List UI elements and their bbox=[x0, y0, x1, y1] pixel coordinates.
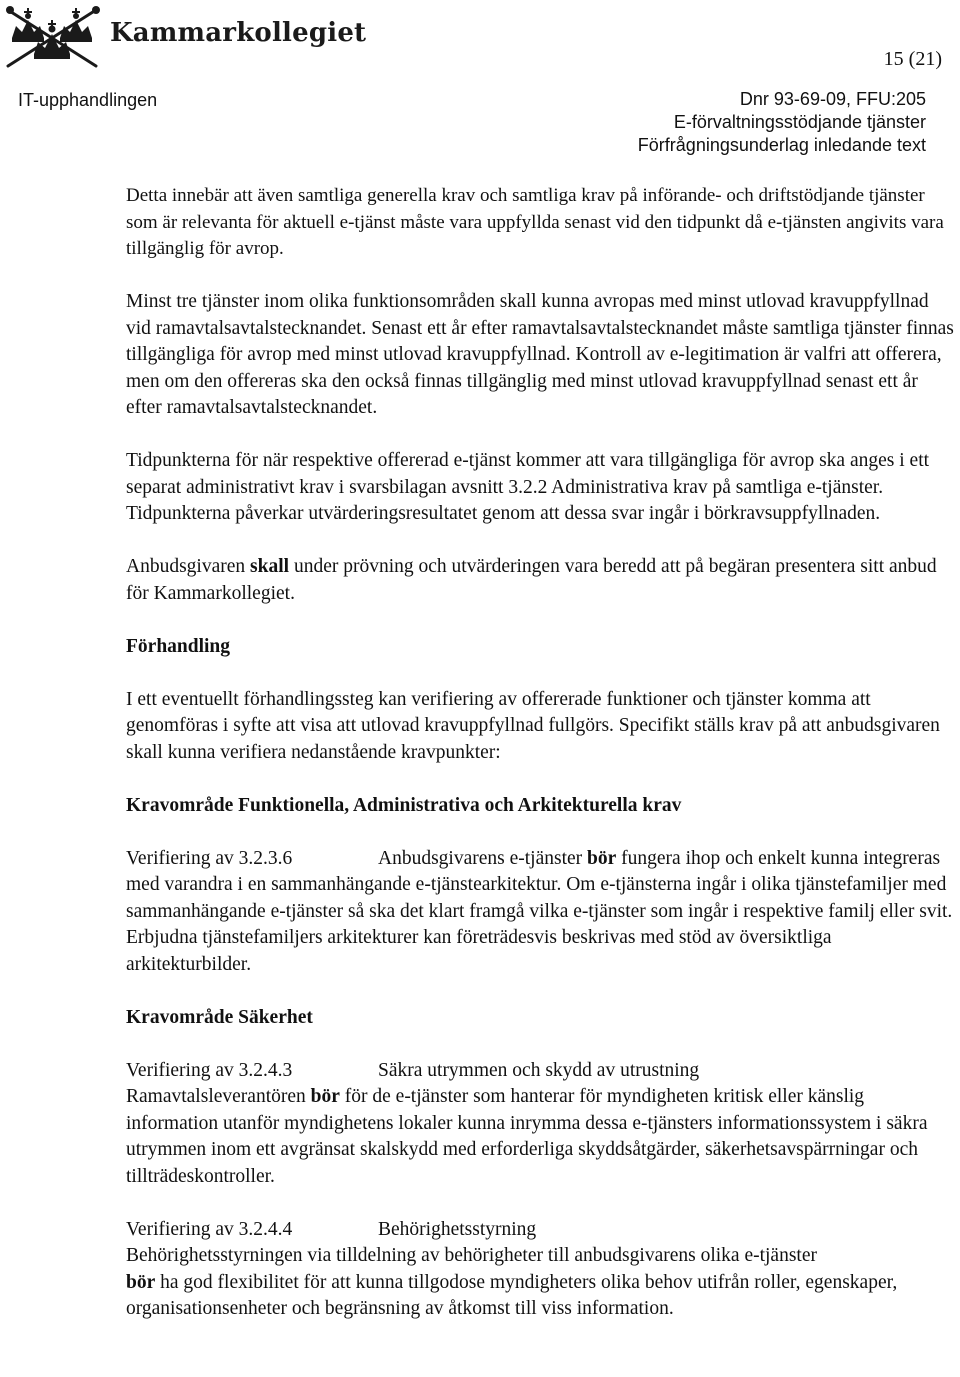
paragraph: Tidpunkterna för när respektive offererad e-tjänst kommer att vara tillgängliga för avrop ska anges i ett separat administrativt krav i svarsbilagan avsnitt 3.2.2 Administrativa krav på samtliga e-tjänster. Tidpunkterna påverkar utvärderingsresultatet genom att dessa svar ingår i börkravsuppfyllnaden. bbox=[126, 450, 930, 524]
section-heading: Kravområde Funktionella, Administrativa och Arkitekturella krav bbox=[126, 794, 682, 816]
verification-item bbox=[126, 846, 956, 979]
text-run: ha god flexibilitet för att kunna tillgodose myndigheters olika behov utifrån roller, egenskaper, organisationsenheter och begränsning av åtkomst till viss information. bbox=[126, 1271, 898, 1319]
section-heading: Kravområde Säkerhet bbox=[126, 1006, 313, 1028]
text-run: Anbudsgivaren bbox=[126, 556, 251, 577]
header-reference bbox=[638, 88, 926, 157]
paragraph: I ett eventuellt förhandlingssteg kan verifiering av offererade funktioner och tjänster komma att genomföras i syfte att visa att utlovad kravuppfyllnad fullgörs. Specifikt ställs krav på att anbudsgivaren skall kunna verifiera nedanstående kravpunkter: bbox=[126, 688, 940, 763]
emphasis: bör bbox=[587, 847, 617, 869]
org-name: Kammarkollegiet bbox=[110, 18, 367, 48]
header-ref-line: Förfrågningsunderlag inledande text bbox=[637, 135, 926, 155]
verification-title: Säkra utrymmen och skydd av utrustning bbox=[378, 1059, 700, 1081]
verification-header bbox=[126, 1219, 536, 1240]
emphasis: bör bbox=[126, 1271, 156, 1293]
verification-code: Verifiering av 3.2.4.3 bbox=[126, 1059, 293, 1081]
verification-header bbox=[126, 1060, 699, 1081]
verification-code: Verifiering av 3.2.3.6 bbox=[126, 847, 293, 869]
kammarkollegiet-logo bbox=[6, 2, 367, 68]
text-run: Anbudsgivarens e-tjänster bbox=[378, 847, 588, 869]
text-run: för de e-tjänster som hanterar för myndigheten kritisk eller känslig information utanför myndighetens lokaler kunna inrymma dessa e-tjänsters informationssystem i säkra utrymmen inom ett avgränsat skalskydd med erforderliga skyddsåtgärder, säkerhetsavspärrningar och tillträdeskontroller. bbox=[126, 1086, 928, 1187]
emphasis: skall bbox=[250, 556, 290, 577]
section-heading: Förhandling bbox=[126, 635, 231, 657]
verification-item bbox=[126, 1217, 956, 1323]
text-run: Behörighetsstyrningen via tilldelning av behörigheter till anbudsgivarens olika e-tjänster bbox=[126, 1245, 817, 1266]
text-run: under prövning och utvärderingen vara beredd att på begäran presentera sitt anbud för Kammarkollegiet. bbox=[126, 556, 937, 604]
verification-code: Verifiering av 3.2.4.4 bbox=[126, 1218, 293, 1240]
text-run: fungera ihop och enkelt kunna integreras med varandra i en sammanhängande e-tjänstearkitektur. Om e-tjänsterna ingår i olika tjänstefamiljer med sammanhängande e-tjänster så ska det klart framgå vilka e-tjänster som ingår i respektive familj eller svit. Erbjudna tjänstefamiljers arkitekturer kan företrädesvis beskrivas med stöd av översiktliga arkitekturbilder. bbox=[126, 847, 953, 975]
document-body bbox=[126, 183, 956, 1349]
paragraph: Detta innebär att även samtliga generella krav och samtliga krav på införande- och driftstödjande tjänster som är relevanta för aktuell e-tjänst måste vara uppfyllda senast vid den tidpunkt då e-tjänsten angivits vara tillgänglig för avrop. bbox=[126, 185, 944, 259]
paragraph bbox=[126, 554, 956, 607]
paragraph: Minst tre tjänster inom olika funktionsområden skall kunna avropas med minst utlovad kravuppfyllnad vid ramavtalsavtalstecknandet. Senast ett år efter ramavtalsavtalstecknandet måste samtliga tjänster finnas tillgängliga för avrop med minst utlovad kravuppfyllnad. Kontroll av e-legitimation är valfri att offerera, men om den offereras ska den också finnas tillgänglig med minst utlovad kravuppfyllnad senast ett år efter ramavtalsavtalstecknandet. bbox=[126, 291, 954, 418]
text-run: Ramavtalsleverantören bbox=[126, 1086, 311, 1107]
crown-emblem-icon bbox=[6, 2, 106, 68]
header-ref-line: Dnr 93-69-09, FFU:205 bbox=[739, 89, 926, 109]
header-ref-line: E-förvaltningsstödjande tjänster bbox=[673, 112, 926, 132]
verification-item bbox=[126, 1058, 956, 1191]
emphasis: bör bbox=[310, 1086, 340, 1107]
header-section-name: IT-upphandlingen bbox=[18, 90, 158, 110]
page-number: 15 (21) bbox=[883, 48, 942, 70]
verification-title: Behörighetsstyrning bbox=[378, 1218, 537, 1240]
